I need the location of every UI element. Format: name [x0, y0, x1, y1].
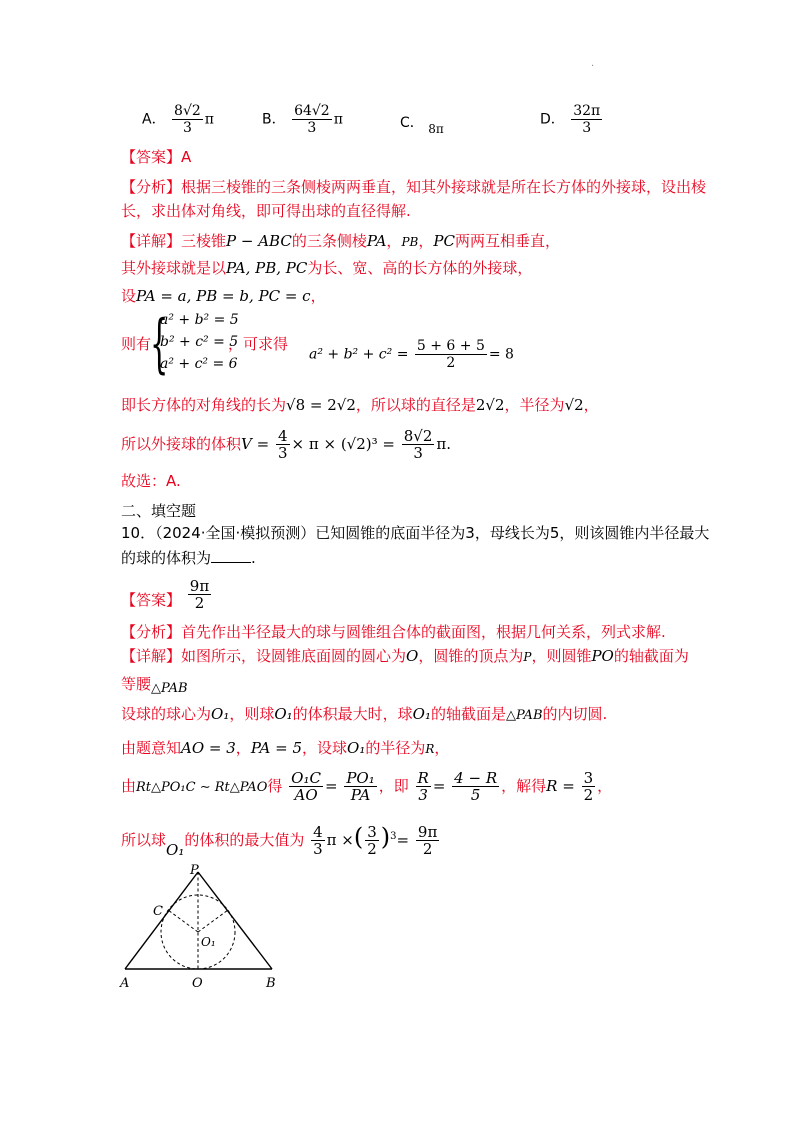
option-a-fraction: $\frac{8√2}{3}$ [174, 103, 201, 136]
option-b: B． $\frac{64√2}{3}$ π [262, 103, 343, 136]
ratio-fraction-1: $\frac{\text{O₁C}}{AO}$ [291, 769, 321, 804]
q9-detail-line2: 其外接球就是以PA, PB, PC为长、宽、高的长方体的外接球， [121, 259, 533, 277]
option-b-label: B． [262, 111, 286, 128]
q9-system-result: ，可求得 [228, 335, 289, 353]
q10-detail-line5: 由Rt△PO₁C ∼ Rt△PAO得 $\frac{\text{O₁C}}{AO}$ = $\frac{\text{PO₁}}{PA}$ ，即 $\frac{R}{3}$ = $\frac{4 - R}{5}$ ，解得R = $\frac{3}{2}$ ， [121, 769, 613, 804]
radius-fraction: $\frac{3}{2}$ [583, 769, 594, 804]
q9-detail-line3: 设PA = a, PB = b, PC = c， [121, 287, 326, 305]
ratio-fraction-2: $\frac{\text{PO₁}}{PA}$ [346, 769, 375, 804]
q10-answer: 【答案】 $\frac{9\pi}{2}$ [121, 577, 210, 612]
q9-system-label: 则有 [121, 335, 152, 353]
max-three-halves: $\frac{3}{2}$ [367, 823, 377, 858]
equation-3: a² + c² = 6 [160, 356, 238, 372]
label-o: O [192, 976, 203, 991]
q10-analysis: 【分析】首先作出半径最大的球与圆锥组合体的截面图，根据几何关系，列式求解. [121, 623, 666, 641]
cone-cross-section-figure [110, 862, 300, 997]
option-b-fraction: $\frac{64√2}{3}$ [294, 103, 330, 136]
option-c-label: C． [400, 115, 424, 131]
page-mark: . [591, 58, 595, 69]
option-d [540, 103, 604, 136]
equation-2: b² + c² = 5 [160, 334, 239, 350]
q10-stem-line1: 10．（2024·全国·模拟预测）已知圆锥的底面半径为3，母线长为5，则该圆锥内半径最大 [121, 524, 710, 542]
q10-detail-line6: 所以球O₁的体积的最大值为 $\frac{4}{3}$ π ×( $\frac{3}{2}$ )$^3$= $\frac{9\pi}{2}$ [121, 823, 438, 859]
ratio-fraction-4: $\frac{4 - R}{5}$ [454, 769, 498, 804]
q9-answer: 【答案】A [121, 148, 192, 166]
q9-detail-line6: 所以外接球的体积V = $\frac{4}{3}$ × π × (√2)³ = $\frac{8√2}{3}$ π. [121, 427, 452, 462]
four-thirds-fraction: $\frac{4}{3}$ [277, 427, 288, 462]
equation-1: a² + b² = 5 [160, 312, 239, 328]
answer-blank [211, 548, 251, 563]
sum-fraction: $\frac{5 + 6 + 5}{2}$ [416, 338, 485, 371]
option-c-value: 8π [428, 122, 444, 136]
q9-sum-formula: a² + b² + c² = $\frac{5 + 6 + 5}{2}$ = 8 [309, 338, 514, 371]
q10-detail-line4: 由题意知AO = 3，PA = 5，设球O₁的半径为R， [121, 739, 450, 757]
q9-conclusion: 故选：A. [121, 472, 181, 490]
option-d-fraction: $\frac{32\pi}{3}$ [573, 103, 601, 136]
q9-detail-line5: 即长方体的对角线的长为√8 = 2√2，所以球的直径是2√2，半径为√2， [121, 396, 599, 414]
triangle-pab [125, 872, 272, 969]
q9-analysis-line2: 长，求出体对角线，即可得出球的直径得解. [121, 202, 411, 220]
q10-detail-line1: 【详解】如图所示，设圆锥底面圆的圆心为O，圆锥的顶点为P，则圆锥PO的轴截面为 [121, 647, 689, 665]
label-c: C [153, 904, 163, 919]
brace-glyph: { [150, 307, 169, 381]
ratio-fraction-3: $\frac{R}{3}$ [417, 769, 429, 804]
q10-answer-fraction: $\frac{9\pi}{2}$ [189, 577, 210, 612]
q10-stem-line2: 的球的体积为 . [121, 549, 256, 567]
q9-detail-line1: 【详解】三棱锥P − ABC的三条侧棱PA，PB，PC两两互相垂直， [121, 232, 560, 250]
volume-fraction: $\frac{8√2}{3}$ [403, 427, 433, 462]
section-heading: 二、填空题 [121, 502, 197, 520]
label-o1: O₁ [201, 935, 216, 949]
label-a: A [120, 976, 130, 991]
option-a-label: A． [142, 111, 166, 128]
label-p: P [190, 863, 199, 878]
max-four-thirds: $\frac{4}{3}$ [313, 823, 323, 858]
q10-detail-line2: 等腰△PAB [121, 675, 188, 696]
q10-detail-line3: 设球的球心为O₁，则球O₁的体积最大时，球O₁的轴截面是△PAB的内切圆. [121, 705, 608, 723]
option-d-label: D． [540, 111, 565, 128]
q9-analysis-line1: 【分析】根据三棱锥的三条侧棱两两垂直，知其外接球就是所在长方体的外接球，设出棱 [121, 178, 707, 196]
max-volume-fraction: $\frac{9\pi}{2}$ [417, 823, 438, 858]
dashed-radii [168, 872, 228, 969]
option-c [400, 112, 444, 136]
label-b: B [266, 976, 276, 991]
option-a: A． $\frac{8√2}{3}$ π [142, 103, 214, 136]
